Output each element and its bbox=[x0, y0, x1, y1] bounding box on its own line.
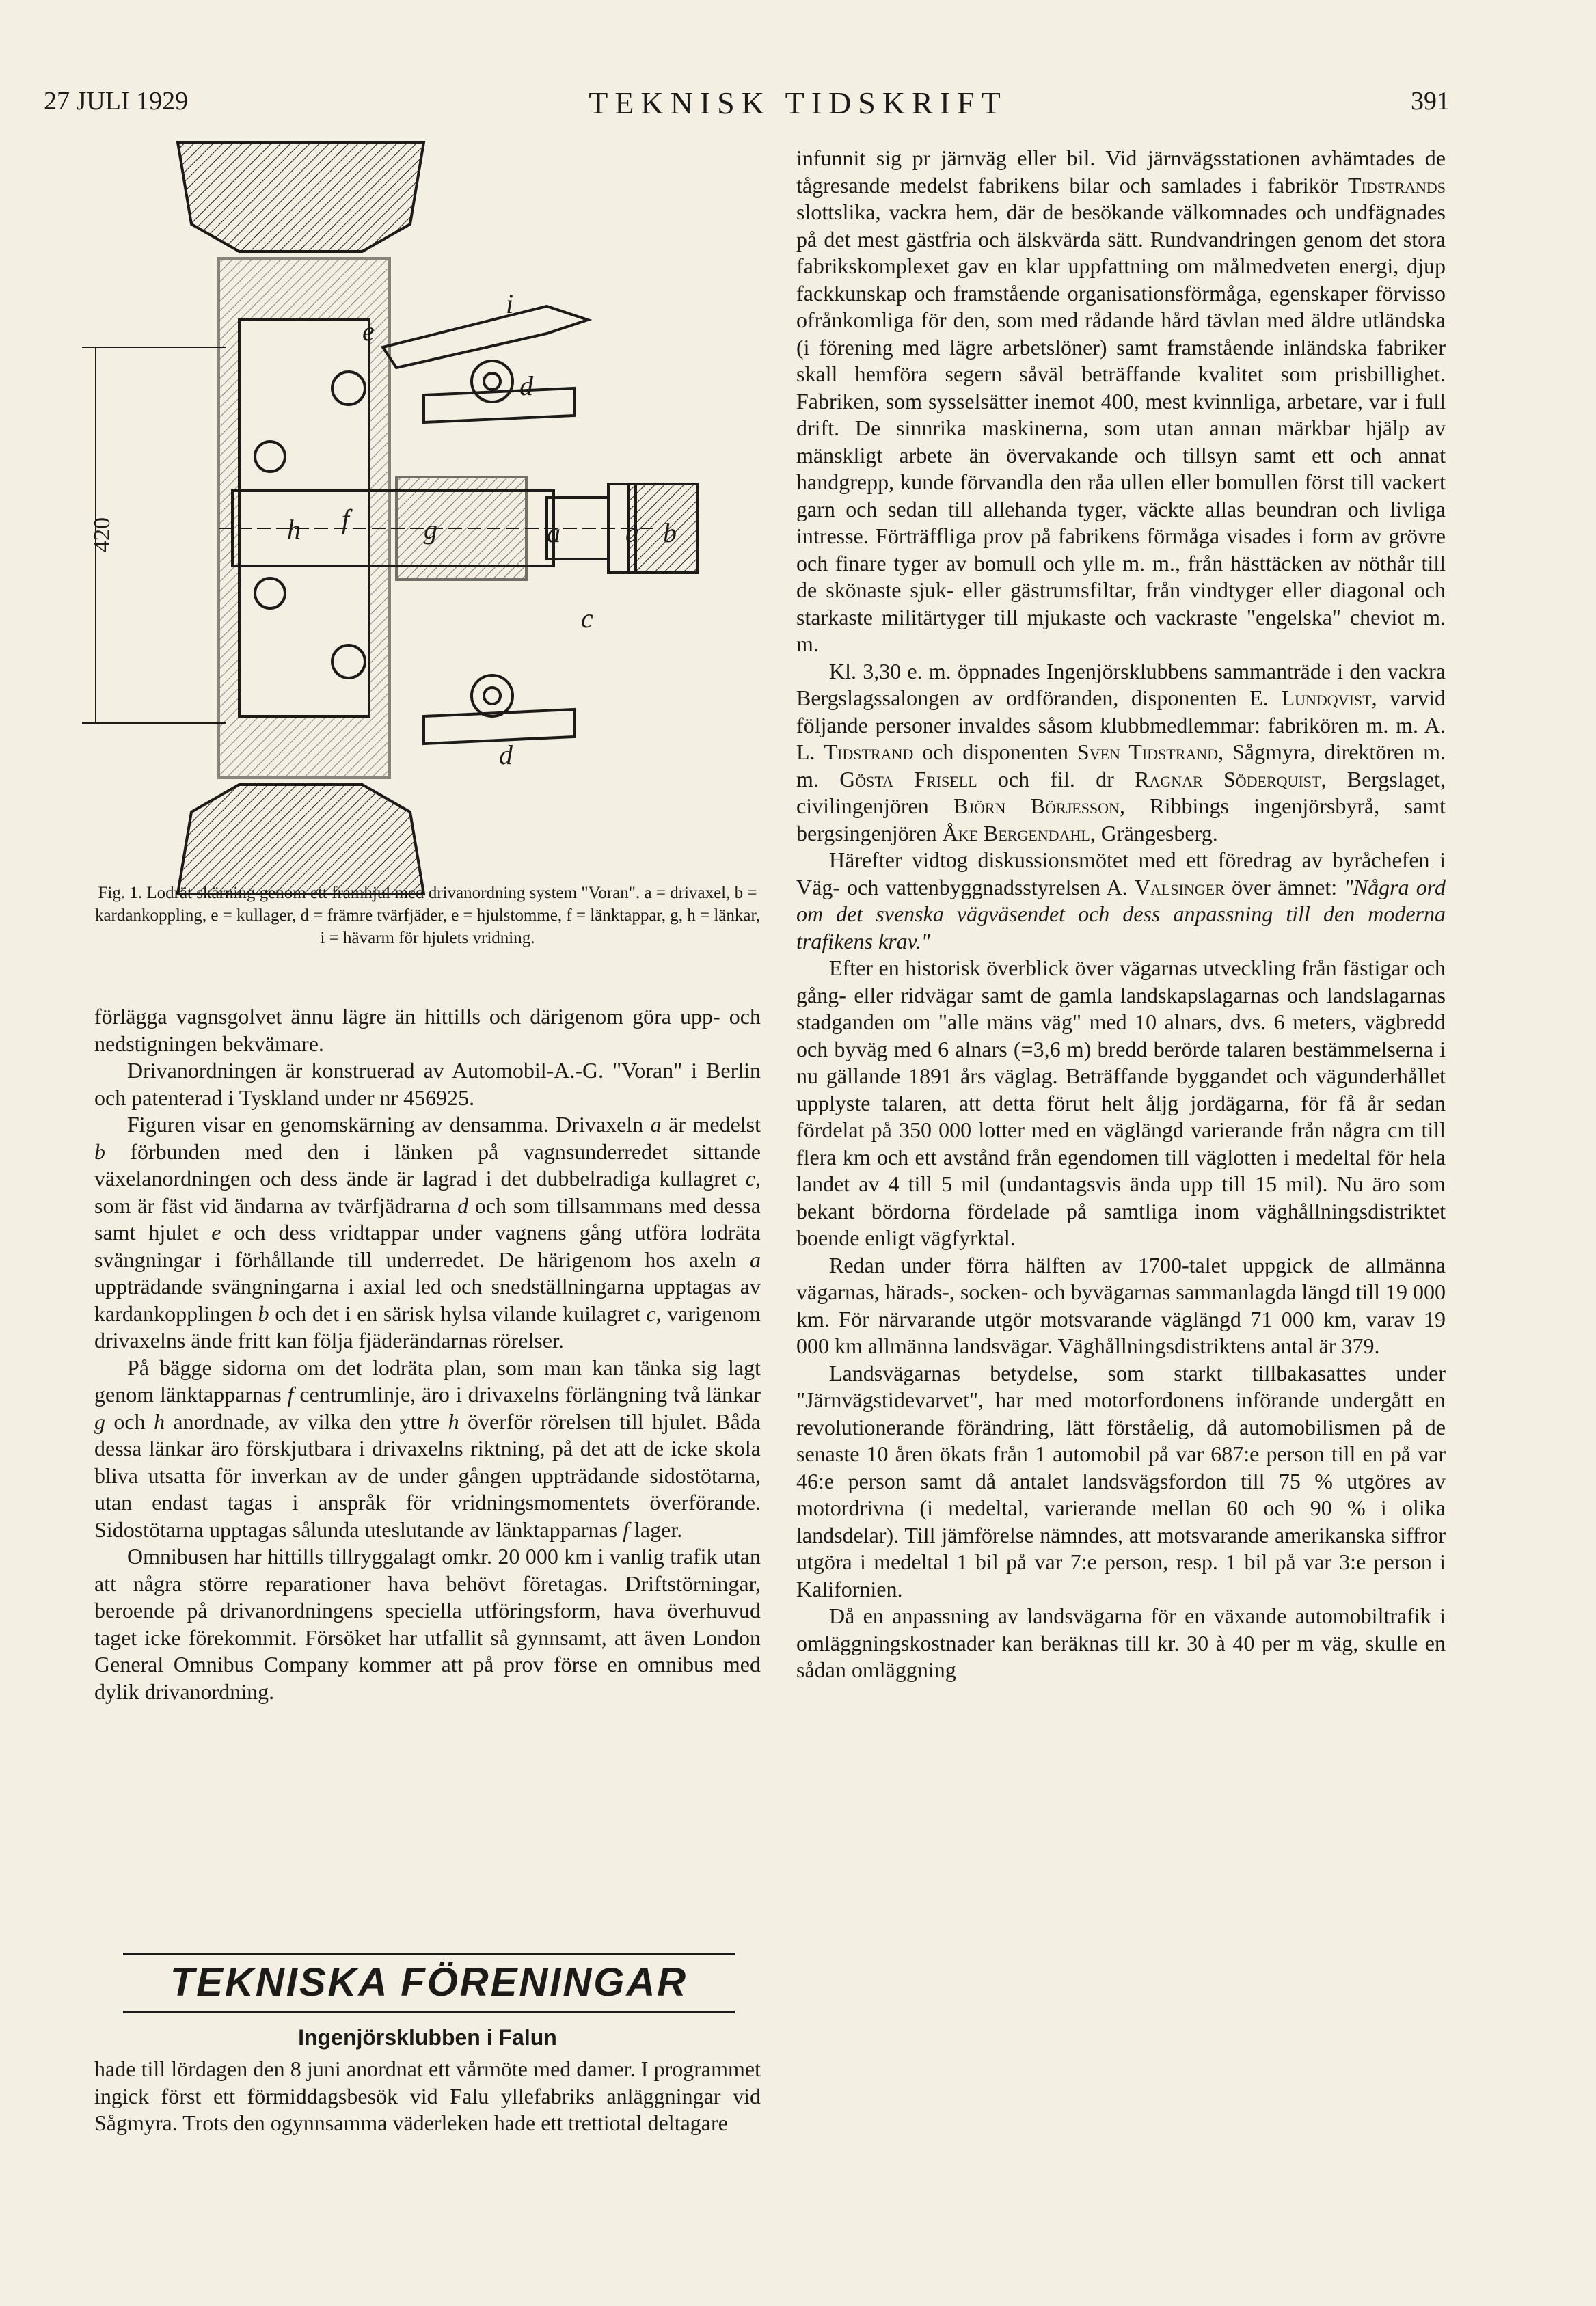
fig-label-d-bottom: d bbox=[499, 740, 513, 770]
right-paragraph: infunnit sig pr järnväg eller bil. Vid järnvägsstationen avhämtades de tågresande medelst fabrikens bilar och samlades i fabrikör Tidstrands slottslika, vackra hem, där de besökande välkomnades och undfägnades på det mest gästfria och älskvärda sätt. Rundvandringen genom det stora fabrikskomplexet gav en klar uppfattning om målmedveten energi, djup fackkunskap och framstående organisationsförmåga, egenskaper förvisso ofrånkomliga för den, som med rådande hård tävlan med äldre utländska (i förening med lägre arbetslöner) samt framstående inländska fabriker skall hemföra segern såväl beträffande kvalitet som prisbillighet. Fabriken, som sysselsätter inemot 400, mest kvinnliga, arbetare, var i full drift. De sinnrika maskinerna, som utan annan märkbar hjälp av mänskligt arbete än övervakande och tillsyn samt ett och annat handgrepp, kunde förvandla den råa ullen eller bomullen först till vackert garn och sedan till allehanda tyger, väckte allas beundran och livliga intresse. Förträffliga prov på fabrikens förmåga visades i form av grövre och finare tyger av bomull och ylle m. m., från hästtäcken av nöthår till de skönaste sjuk- eller gästrumsfiltar, från vindtyger eller diagonal och starkaste militärtyger till mjukaste och vackraste "engelska" cheviot m. m. bbox=[796, 146, 1446, 656]
section-subtitle: Ingenjörsklubben i Falun bbox=[298, 2025, 557, 2050]
fig-dimension-420: 420 bbox=[90, 517, 115, 552]
left-paragraph: Drivanordningen är konstruerad av Automobil-A.-G. "Voran" i Berlin och patenterad i Tyskland under nr 456925. bbox=[94, 1058, 761, 1110]
fig-label-c: c bbox=[581, 603, 593, 634]
journal-title: TEKNISK TIDSKRIFT bbox=[589, 85, 1007, 120]
left-paragraph: Figuren visar en genomskärning av densamma. Drivaxeln a är medelst b förbunden med den i länken på vagnsunderredet sittande växelanordningen och dess ände är lagrad i det dubbelradiga kullagret c, som är fäst vid ändarna av tvärfjädrarna d och som tillsammans med dessa samt hjulet e och dess vridtappar under vagnens gång utföra lodräta svängningar i förhållande till underredet. De härigenom hos axeln a uppträdande svängningarna i axial led och snedställningarna upptagas av kardankopplingen b och det i en särisk hylsa vilande kuilagret c, varigenom drivaxelns ände fritt kan följa fjäderändarnas rörelser. bbox=[94, 1112, 761, 1353]
fig-label-a: a bbox=[547, 517, 560, 548]
right-paragraph: Efter en historisk överblick över vägarnas utveckling från fästigar och gång- eller ridvägar samt de gamla landskapslagarnas och landslagarnas stadganden om "alle mäns väg" med 10 alnars, dvs. 6 meters, vägbredd och byväg med 6 alnars (=3,6 m) bredd berörde talaren bestämmelserna i nu gällande 1891 års väglag. Beträffande byggandet och vägunderhållet upplyste talaren, att detta förut helt åljg jordägarna, för få år sedan fördelat på 350 000 lotter med en väglängd varierande från några cm till flera km och ett avstånd från egendomen till väglotten i medeltal för hela landet av 4 till 5 mil (undantagsvis ända upp till 15 mil). Nu äro som bekant bördorna fördelade på samtliga inom väghållningsdistriktet boende enligt vägfyrktal. bbox=[796, 955, 1446, 1250]
fig-label-b: b bbox=[663, 517, 677, 548]
left-paragraph: hade till lördagen den 8 juni anordnat ett vårmöte med damer. I programmet ingick först ett förmiddagsbesök vid Falu yllefabriks anläggningar vid Sågmyra. Trots den ogynnsamma väderleken hade ett trettiotal deltagare bbox=[94, 2057, 761, 2135]
fig-label-a2: a bbox=[625, 517, 639, 548]
figure-caption: Fig. 1. Lodrät skärning genom ett framhjul med drivanordning system "Voran". a = drivaxel, b = kardankoppling, e = kullager, d = främre tvärfjäder, e = hjulstomme, f = länktappar, g, h = länkar, i = hävarm för hjulets vridning. bbox=[94, 884, 761, 947]
wheel-section-drawing bbox=[90, 142, 738, 894]
left-column bbox=[94, 1003, 761, 1705]
left-paragraph: förlägga vagnsgolvet ännu lägre än hittills och därigenom göra upp- och nedstigningen bekvämare. bbox=[94, 1004, 761, 1056]
right-paragraph: Då en anpassning av landsvägarna för en växande automobiltrafik i omläggningskostnader kan beräknas till kr. 30 à 40 per m väg, skulle en sådan omläggning bbox=[796, 1603, 1446, 1682]
page-number: 391 bbox=[1411, 87, 1450, 116]
left-paragraph: Omnibusen har hittills tillryggalagt omkr. 20 000 km i vanlig trafik utan att några större reparationer hava behövt företagas. Driftstörningar, beroende på drivanordningens speciella utföringsform, hava överhuvud taget icke förekommit. Försöket har utfallit så gynnsamt, att även London General Omnibus Company kommer att på prov förse en omnibus med dylik drivanordning. bbox=[94, 1544, 761, 1704]
right-paragraph: Redan under förra hälften av 1700-talet uppgick de allmänna vägarnas, härads-, socken- och byvägarnas sammanlagda längd till 19 000 km. För närvarande utgör motsvarande väglängd 71 000 km, varav 19 000 km allmänna landsvägar. Väghållningsdistriktens antal är 379. bbox=[796, 1252, 1446, 1358]
right-paragraph: Kl. 3,30 e. m. öppnades Ingenjörsklubbens sammanträde i den vackra Bergslagssalongen av ordföranden, disponenten E. Lundqvist, varvid följande personer invaldes såsom klubbmedlemmar: fabrikören m. m. A. L. Tidstrand och disponenten Sven Tidstrand, Sågmyra, direktören m. m. Gösta Frisell och fil. dr Ragnar Söderquist, Bergslaget, civilingenjören Björn Börjesson, Ribbings ingenjörsbyrå, samt bergsingenjören Åke Bergendahl, Grängesberg. bbox=[796, 658, 1446, 845]
left-column-continued bbox=[94, 2056, 761, 2137]
right-paragraph: Härefter vidtog diskussionsmötet med ett föredrag av byråchefen i Väg- och vattenbyggnadsstyrelsen A. Valsinger över ämnet: "Några ord om det svenska vägväsendet och dess anpassning till den moderna trafikens krav." bbox=[796, 847, 1446, 953]
left-paragraph: På bägge sidorna om det lodräta plan, som man kan tänka sig lagt genom länktapparnas f centrumlinje, äro i drivaxelns förlängning två länkar g och h anordnade, av vilka den yttre h överför rörelsen till hjulet. Båda dessa länkar äro förskjutbara i drivaxelns riktning, på det att de icke skola bliva utsatta för inverkan av de under gången uppträdande sidostötarna, utan endast tagas i anspråk för vridningsmomentets överförande. Sidostötarna upptagas sålunda uteslutande av länktapparnas f lager. bbox=[94, 1355, 761, 1542]
right-column bbox=[796, 145, 1446, 1684]
section-title: TEKNISKA FÖRENINGAR bbox=[123, 1953, 735, 2013]
right-paragraph: Landsvägarnas betydelse, som starkt tillbakasattes under "Järnvägstidevarvet", har med motorfordonens införande undergått en revolutionerande förändring, lätt förståelig, då automobilismen på de senaste 10 åren ökats från 1 automobil på var 687:e person till en på var 46:e person samt då antalet landsvägsfordon till 75 % utgöres av motordrivna (i medeltal, varierande mellan 60 och 90 % i olika landsdelar). Till jämförelse nämndes, att motsvarande amerikanska siffror utgöra i medeltal 1 bil på var 7:e person, resp. 1 bil på var 3:e person i Kalifornien. bbox=[796, 1360, 1446, 1601]
fig-label-h: h bbox=[287, 514, 301, 545]
fig-label-e: e bbox=[362, 316, 375, 347]
fig-label-i: i bbox=[506, 288, 514, 319]
fig-label-d-top: d bbox=[519, 370, 533, 401]
fig-label-f: f bbox=[342, 504, 350, 534]
fig-label-g: g bbox=[424, 514, 437, 545]
header-date: 27 JULI 1929 bbox=[44, 87, 189, 116]
